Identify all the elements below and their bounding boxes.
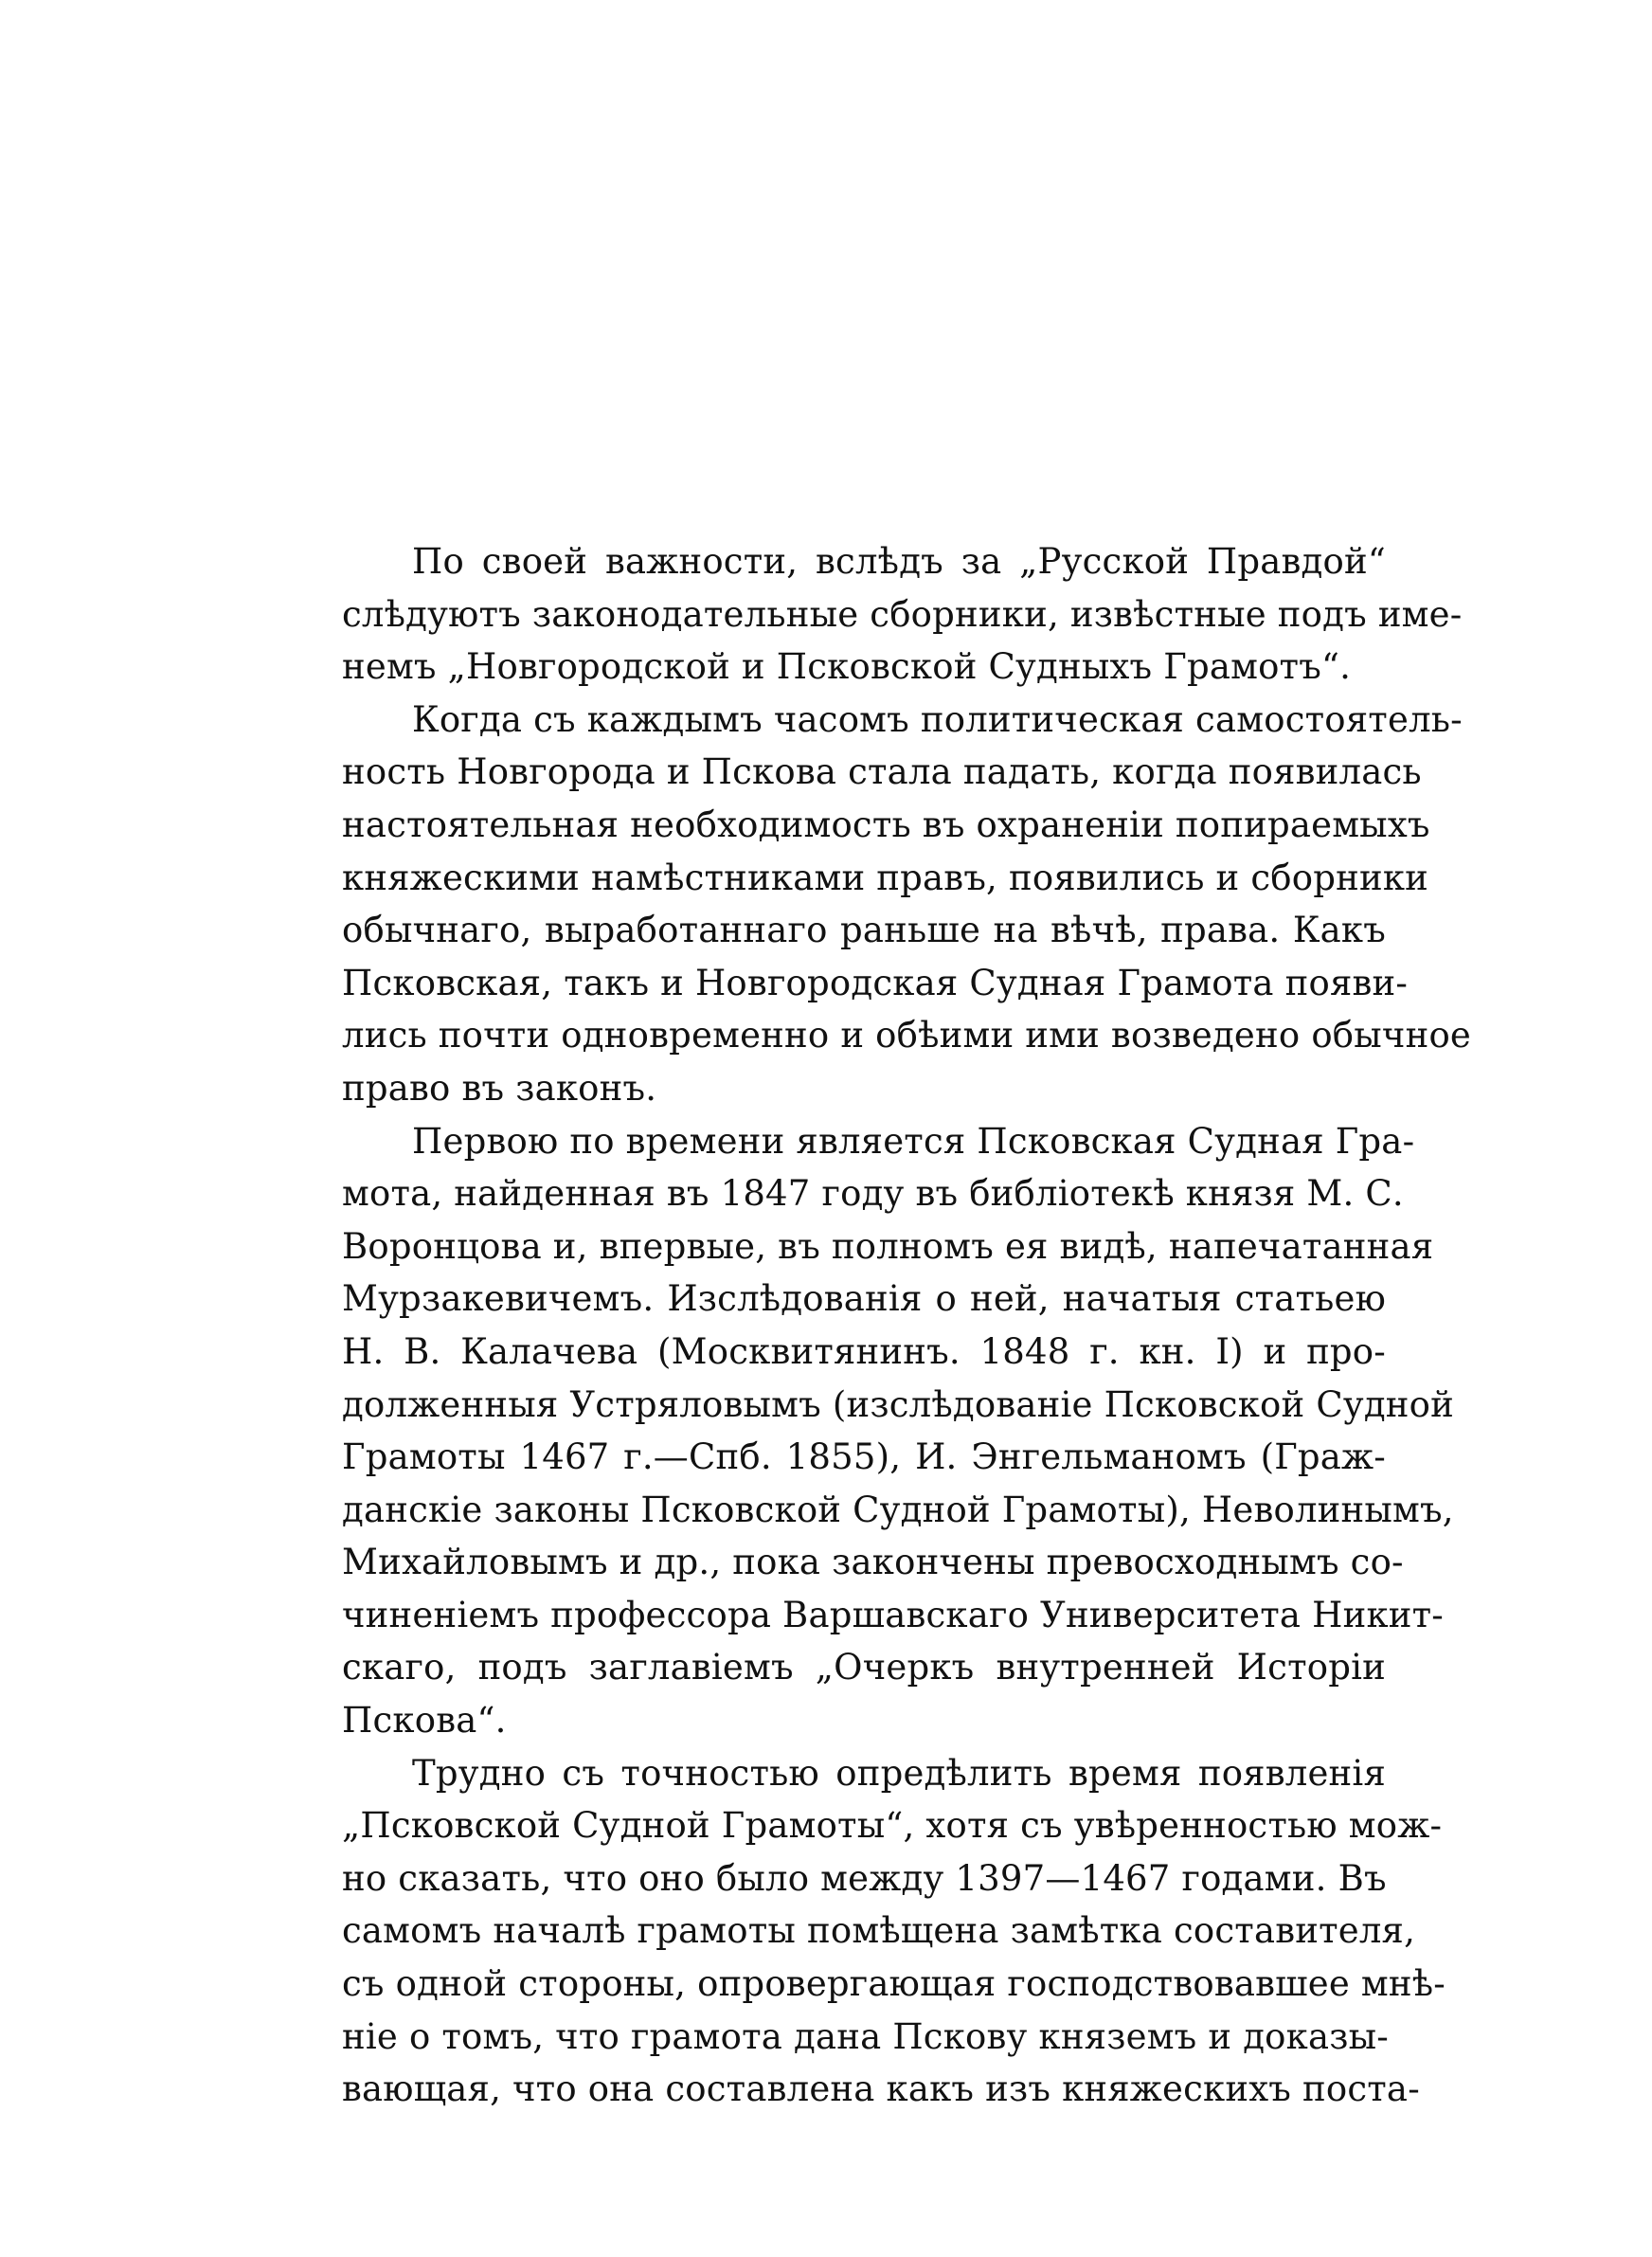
text-line: Грамоты 1467 г.—Спб. 1855), И. Энгельманомъ (Граж-	[342, 1436, 1386, 1478]
body-text	[342, 535, 1472, 2116]
text-line: вающая, что она составлена какъ изъ княжескихъ поста-	[342, 2068, 1420, 2110]
text-line: немъ „Новгородской и Псковской Судныхъ Грамотъ“.	[342, 646, 1352, 688]
text-line: настоятельная необходимость въ охраненіи попираемыхъ	[342, 803, 1430, 845]
text-line: Когда съ каждымъ часомъ политическая самостоятель-	[412, 698, 1463, 740]
text-line: Первою по времени является Псковская Судная Гра-	[412, 1120, 1415, 1162]
text-line: Воронцова и, впервые, въ полномъ ея видѣ, напечатанная	[342, 1225, 1434, 1267]
text-line: обычнаго, выработаннаго раньше на вѣчѣ, права. Какъ	[342, 910, 1386, 951]
text-line: право въ законъ.	[342, 1067, 657, 1109]
text-line: скаго, подъ заглавіемъ „Очеркъ внутренней Исторіи	[342, 1647, 1386, 1688]
text-line: самомъ началѣ грамоты помѣщена замѣтка составителя,	[342, 1910, 1416, 1952]
paragraph-2	[342, 694, 1472, 1115]
text-line: слѣдуютъ законодательные сборники, извѣстные подъ име-	[342, 593, 1463, 635]
text-line: Н. В. Калачева (Москвитянинъ. 1848 г. кн. I) и про-	[342, 1330, 1386, 1372]
text-line: мота, найденная въ 1847 году въ библіотекѣ князя М. С.	[342, 1173, 1404, 1215]
text-line: лись почти одновременно и обѣими ими возведено обычное	[342, 1015, 1472, 1056]
text-line: Псковская, такъ и Новгородская Судная Грамота появи-	[342, 962, 1409, 1003]
text-line: долженныя Устряловымъ (изслѣдованіе Псковской Судной	[342, 1383, 1455, 1425]
text-line: По своей важности, вслѣдъ за „Русской Правдой“	[412, 541, 1386, 582]
text-line: Мурзакевичемъ. Изслѣдованія о ней, начатыя статьею	[342, 1278, 1386, 1320]
text-line: данскіе законы Псковской Судной Грамоты), Неволинымъ,	[342, 1489, 1454, 1530]
paragraph-3	[342, 1115, 1455, 1747]
text-line: ніе о томъ, что грамота дана Пскову княземъ и доказы-	[342, 2015, 1389, 2057]
text-line: Трудно съ точностью опредѣлить время появленія	[412, 1752, 1386, 1794]
text-line: Пскова“.	[342, 1700, 507, 1742]
text-line: но сказать, что оно было между 1397—1467 годами. Въ	[342, 1857, 1387, 1899]
text-line: съ одной стороны, опровергающая господствовавшее мнѣ-	[342, 1963, 1446, 2005]
text-line: Михайловымъ и др., пока закончены превосходнымъ со-	[342, 1542, 1404, 1583]
text-line: княжескими намѣстниками правъ, появились и сборники	[342, 857, 1429, 898]
text-line: „Псковской Судной Грамоты“, хотя съ увѣренностью мож-	[342, 1805, 1443, 1847]
text-line: чиненіемъ профессора Варшавскаго Университета Никит-	[342, 1594, 1445, 1635]
paragraph-1	[342, 535, 1463, 694]
paragraph-4	[342, 1747, 1446, 2116]
text-line: ность Новгорода и Пскова стала падать, когда появилась	[342, 751, 1422, 793]
